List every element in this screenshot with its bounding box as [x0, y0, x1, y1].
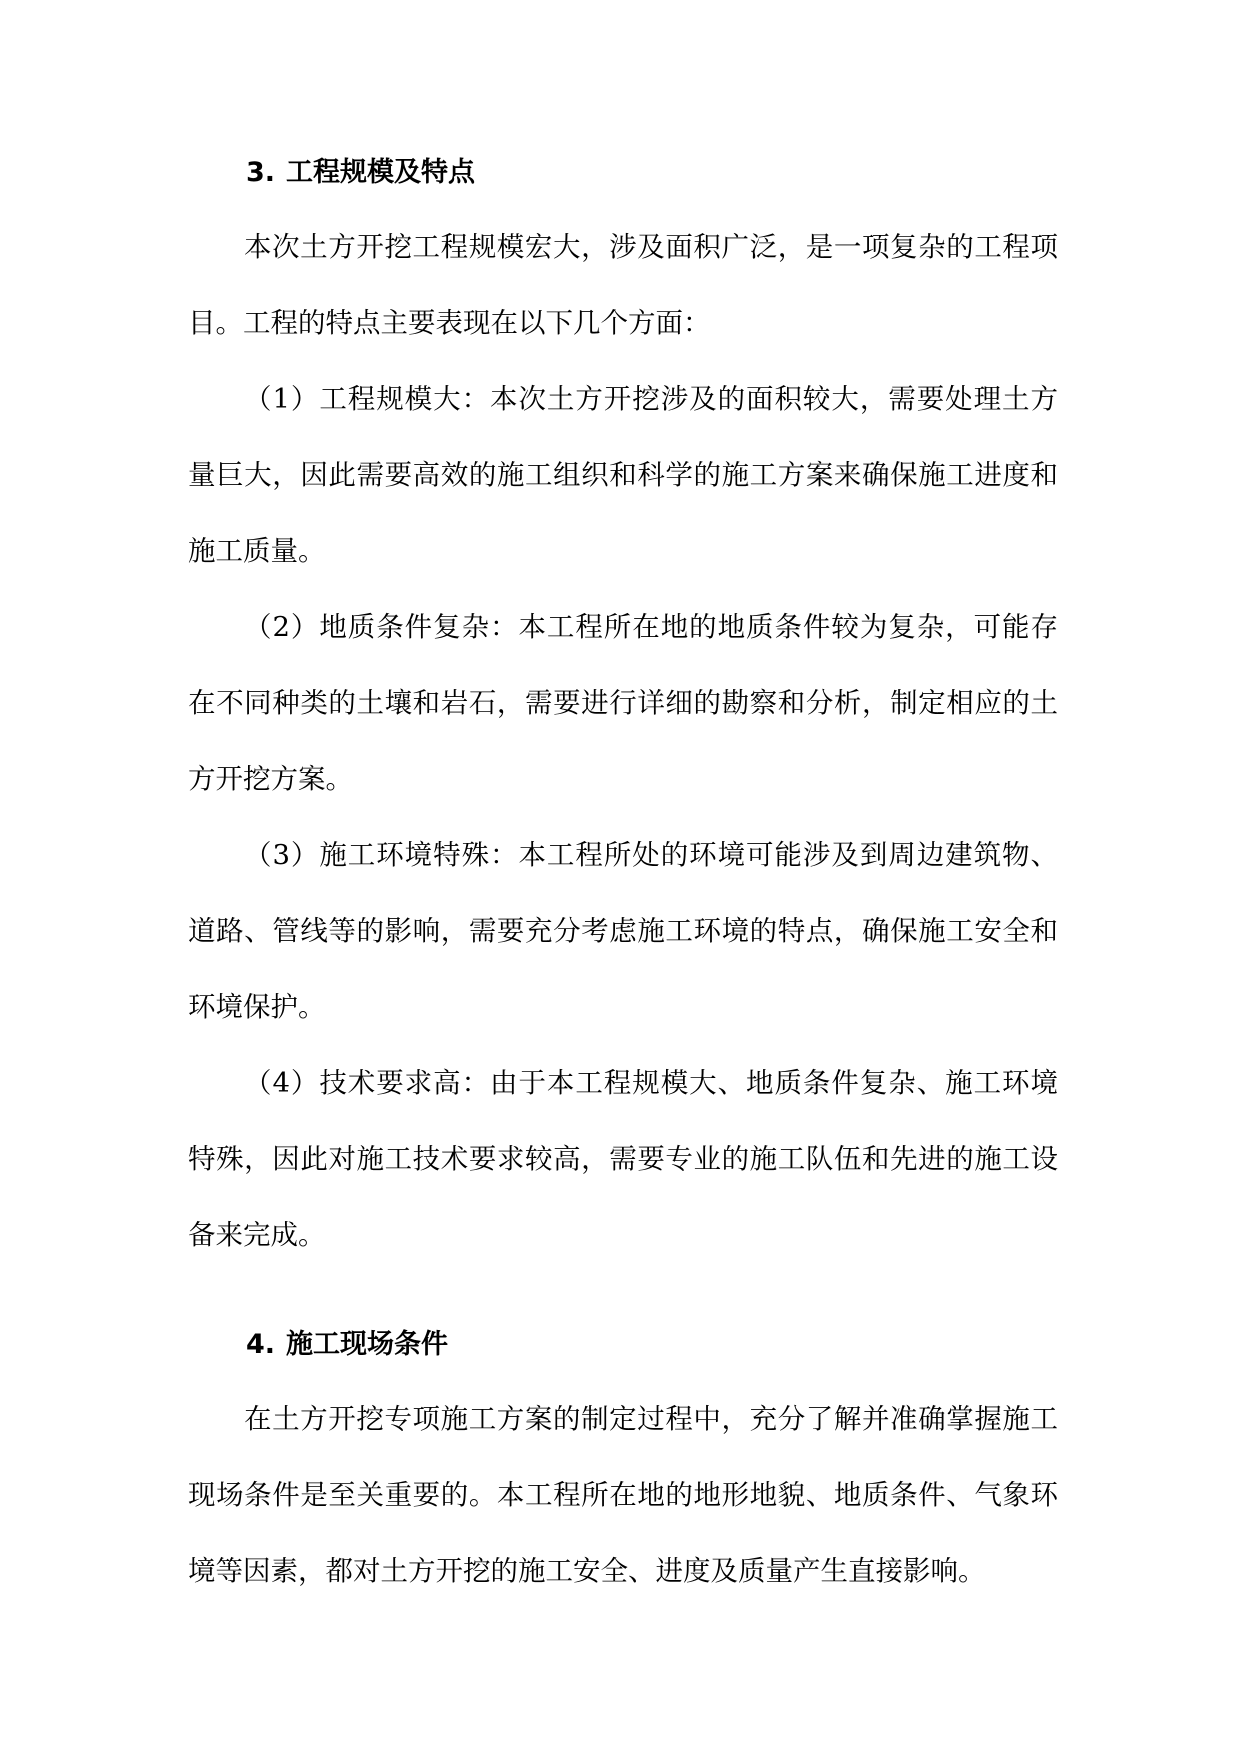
section-number: 3.	[246, 157, 276, 188]
section-heading-3	[188, 137, 1058, 209]
paragraph: 在土方开挖专项施工方案的制定过程中，充分了解并准确掌握施工现场条件是至关重要的。本工程所在地的地形地貌、地质条件、气象环境等因素，都对土方开挖的施工安全、进度及质量产生直接影响。	[188, 1403, 1058, 1587]
paragraph: （2）地质条件复杂：本工程所在地的地质条件较为复杂，可能存在不同种类的土壤和岩石，需要进行详细的勘察和分析，制定相应的土方开挖方案。	[188, 611, 1058, 795]
section-number: 4.	[246, 1329, 276, 1360]
paragraph: （3）施工环境特殊：本工程所处的环境可能涉及到周边建筑物、道路、管线等的影响，需要充分考虑施工环境的特点，确保施工安全和环境保护。	[188, 839, 1058, 1023]
paragraph: （4）技术要求高：由于本工程规模大、地质条件复杂、施工环境特殊，因此对施工技术要求较高，需要专业的施工队伍和先进的施工设备来完成。	[188, 1067, 1058, 1251]
section-title: 施工现场条件	[286, 1329, 448, 1360]
document-body	[188, 137, 1058, 1609]
section-title: 工程规模及特点	[286, 157, 475, 188]
paragraph: 本次土方开挖工程规模宏大，涉及面积广泛，是一项复杂的工程项目。工程的特点主要表现在以下几个方面：	[188, 231, 1058, 339]
section-spacer	[188, 1273, 1058, 1309]
paragraph: （1）工程规模大：本次土方开挖涉及的面积较大，需要处理土方量巨大，因此需要高效的施工组织和科学的施工方案来确保施工进度和施工质量。	[188, 383, 1058, 567]
section-heading-4	[188, 1309, 1058, 1381]
